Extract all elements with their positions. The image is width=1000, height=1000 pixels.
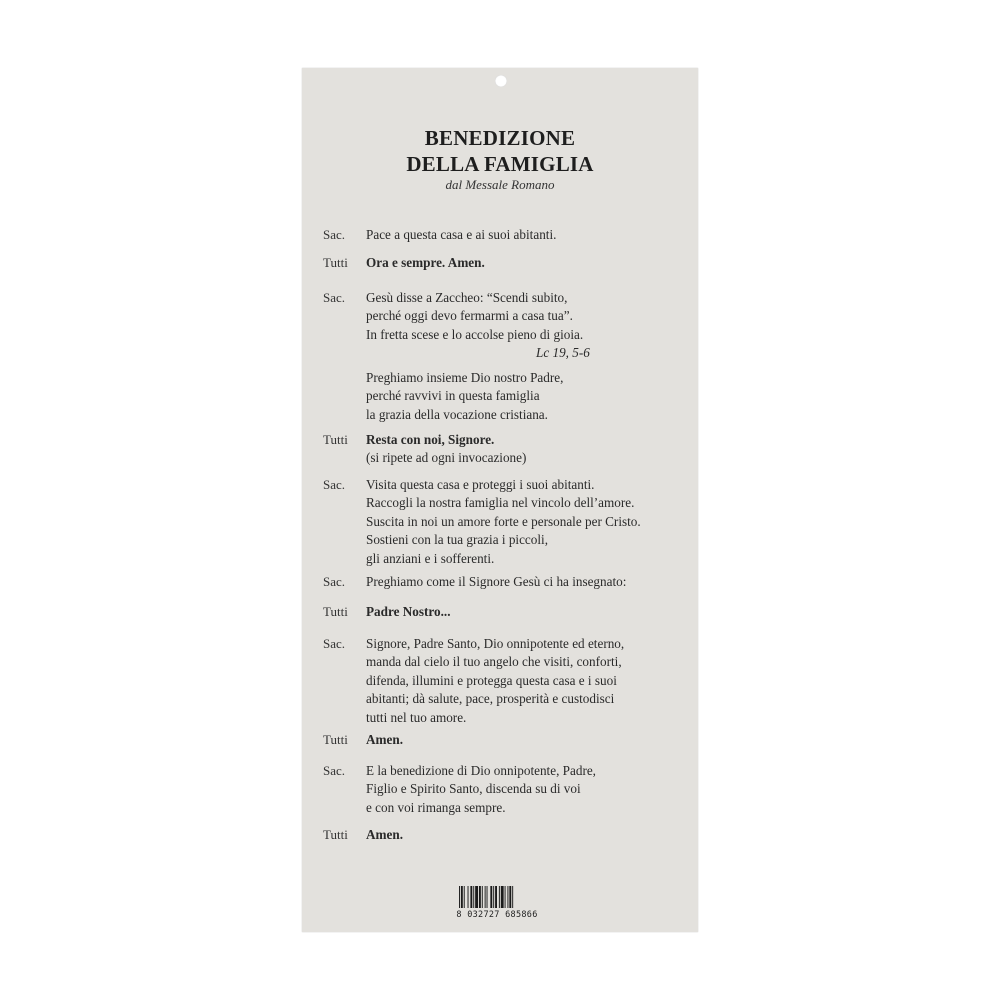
response-line: Ora e sempre. Amen.	[366, 255, 485, 270]
barcode	[449, 886, 545, 924]
prayer-line: Suscita in noi un amore forte e personale per Cristo.	[366, 513, 641, 529]
speaker-label: Tutti	[323, 604, 348, 619]
barcode-number: 8 032727 685866	[456, 910, 538, 920]
prayer-line: Preghiamo insieme Dio nostro Padre,	[366, 370, 564, 385]
speaker-label: Sac.	[323, 763, 346, 778]
rubric-line: (si ripete ad ogni invocazione)	[366, 450, 527, 466]
prayer-line: Sostieni con la tua grazia i piccoli,	[366, 532, 549, 548]
title-line-2: DELLA FAMIGLIA	[406, 152, 594, 176]
response-line: Amen.	[366, 827, 403, 842]
prayer-line: Gesù disse a Zaccheo: “Scendi subito,	[366, 290, 568, 305]
speaker-label: Sac.	[323, 477, 346, 492]
prayer-line: Signore, Padre Santo, Dio onnipotente ed eterno,	[366, 636, 625, 651]
speaker-label: Sac.	[323, 574, 346, 589]
hang-hole	[495, 75, 507, 87]
prayer-line: perché oggi devo fermarmi a casa tua”.	[366, 308, 573, 324]
prayer-card	[302, 68, 698, 932]
prayer-line: manda dal cielo il tuo angelo che visiti, conforti,	[366, 654, 622, 670]
response-line: Resta con noi, Signore.	[366, 432, 495, 447]
prayer-line: Pace a questa casa e ai suoi abitanti.	[366, 227, 557, 242]
scripture-citation: Lc 19, 5-6	[536, 345, 590, 361]
title-line-1: BENEDIZIONE	[424, 126, 576, 150]
prayer-line: Raccogli la nostra famiglia nel vincolo dell’amore.	[366, 495, 635, 511]
prayer-line: difenda, illumini e protegga questa casa e i suoi	[366, 672, 617, 688]
barcode-bars	[459, 886, 535, 908]
response-line: Amen.	[366, 732, 403, 747]
speaker-label: Sac.	[323, 290, 346, 305]
speaker-label: Tutti	[323, 432, 348, 447]
prayer-line: Visita questa casa e proteggi i suoi abitanti.	[366, 477, 595, 492]
prayer-line: la grazia della vocazione cristiana.	[366, 406, 548, 422]
prayer-line: E la benedizione di Dio onnipotente, Padre,	[366, 763, 596, 778]
prayer-line: Figlio e Spirito Santo, discenda su di voi	[366, 781, 581, 797]
speaker-label: Sac.	[323, 227, 346, 242]
prayer-line: gli anziani e i sofferenti.	[366, 550, 495, 566]
subtitle: dal Messale Romano	[445, 177, 555, 192]
prayer-line: tutti nel tuo amore.	[366, 709, 467, 725]
prayer-line: e con voi rimanga sempre.	[366, 799, 506, 815]
response-line: Padre Nostro...	[366, 604, 451, 619]
speaker-label: Tutti	[323, 827, 348, 842]
speaker-label: Tutti	[323, 732, 348, 747]
speaker-label: Tutti	[323, 255, 348, 270]
prayer-line: perché ravvivi in questa famiglia	[366, 388, 540, 404]
speaker-label: Sac.	[323, 636, 346, 651]
prayer-line: abitanti; dà salute, pace, prosperità e custodisci	[366, 691, 615, 707]
prayer-line: In fretta scese e lo accolse pieno di gioia.	[366, 326, 584, 342]
prayer-line: Preghiamo come il Signore Gesù ci ha insegnato:	[366, 574, 627, 589]
